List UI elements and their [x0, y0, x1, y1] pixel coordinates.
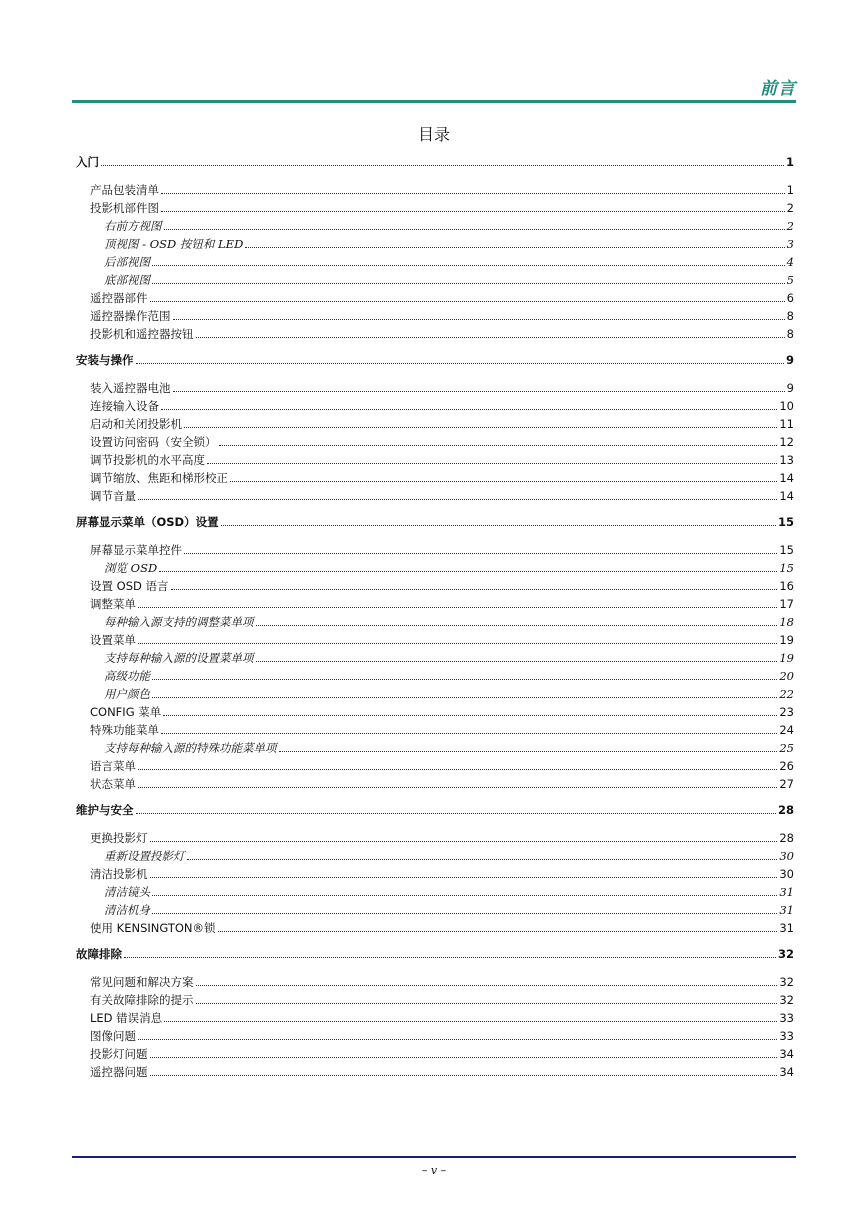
- toc-chapter-entry[interactable]: [76, 349, 794, 371]
- footer-rule: [72, 1156, 796, 1158]
- toc-entry-page: 12: [779, 435, 794, 449]
- toc-section: [76, 349, 794, 505]
- toc-entry-title: 连接输入设备: [90, 399, 159, 413]
- toc-entry-page: 6: [786, 291, 794, 305]
- toc-section-entry[interactable]: [76, 307, 794, 325]
- toc-entry-title: 重新设置投影灯: [104, 849, 185, 863]
- toc-entry-title: 清洁镜头: [104, 885, 150, 899]
- dot-leader: [221, 525, 776, 526]
- dot-leader: [230, 481, 777, 482]
- toc-entry-title: 状态菜单: [90, 777, 136, 791]
- toc-section: [76, 151, 794, 343]
- toc-entry-title: LED 错误消息: [90, 1011, 163, 1025]
- toc-entry-title: 底部视图: [104, 273, 150, 287]
- toc-entry-title: 产品包装清单: [90, 183, 159, 197]
- dot-leader: [207, 463, 777, 464]
- dot-leader: [138, 607, 777, 608]
- toc-subsection-entry[interactable]: [76, 559, 794, 577]
- toc-chapter-entry[interactable]: [76, 151, 794, 173]
- toc-section: [76, 799, 794, 937]
- toc-entry-title: 入门: [76, 155, 99, 169]
- toc-entry-title: 使用 KENSINGTON®锁: [90, 921, 216, 935]
- toc-entry-title: 遥控器部件: [90, 291, 148, 305]
- dot-leader: [163, 715, 777, 716]
- dot-leader: [159, 571, 777, 572]
- toc-entry-page: 15: [779, 561, 794, 575]
- toc-section: [76, 943, 794, 1081]
- dot-leader: [164, 229, 785, 230]
- toc-title: 目录: [417, 125, 450, 144]
- toc-entry-page: 8: [786, 309, 794, 323]
- toc-section-entry[interactable]: [76, 919, 794, 937]
- toc-entry-page: 15: [777, 515, 794, 529]
- toc-entry-title: 遥控器问题: [90, 1065, 148, 1079]
- dot-leader: [150, 301, 785, 302]
- dot-leader: [184, 553, 777, 554]
- toc-section-entry[interactable]: [76, 973, 794, 991]
- toc-entry-title: 清洁投影机: [90, 867, 148, 881]
- toc-entry-title: 调节音量: [90, 489, 136, 503]
- dot-leader: [218, 931, 778, 932]
- toc-entry-title: 装入遥控器电池: [90, 381, 171, 395]
- dot-leader: [173, 391, 785, 392]
- toc-entry-page: 25: [779, 741, 794, 755]
- table-of-contents: [76, 151, 794, 1087]
- toc-section-entry[interactable]: [76, 379, 794, 397]
- toc-entry-title: CONFIG 菜单: [90, 705, 162, 719]
- toc-section-entry[interactable]: [76, 199, 794, 217]
- dot-leader: [152, 679, 777, 680]
- toc-entry-title: 右前方视图: [104, 219, 162, 233]
- toc-section-entry[interactable]: [76, 469, 794, 487]
- dot-leader: [138, 787, 777, 788]
- dot-leader: [138, 643, 777, 644]
- toc-entry-page: 31: [779, 921, 794, 935]
- toc-subsection-entry[interactable]: [76, 271, 794, 289]
- toc-entry-page: 11: [779, 417, 794, 431]
- dot-leader: [161, 211, 785, 212]
- toc-entry-title: 常见问题和解决方案: [90, 975, 194, 989]
- dot-leader: [196, 337, 785, 338]
- toc-entry-page: 3: [786, 237, 794, 251]
- toc-section-entry[interactable]: [76, 541, 794, 559]
- dot-leader: [164, 1021, 777, 1022]
- toc-entry-page: 23: [779, 705, 794, 719]
- dot-leader: [136, 813, 776, 814]
- toc-section-entry[interactable]: [76, 703, 794, 721]
- toc-section-entry[interactable]: [76, 415, 794, 433]
- toc-subsection-entry[interactable]: [76, 253, 794, 271]
- dot-leader: [161, 733, 777, 734]
- toc-subsection-entry[interactable]: [76, 217, 794, 235]
- toc-entry-page: 15: [779, 543, 794, 557]
- header-rule: [72, 100, 796, 103]
- dot-leader: [152, 913, 777, 914]
- dot-leader: [150, 1057, 778, 1058]
- toc-section-entry[interactable]: [76, 397, 794, 415]
- dot-leader: [173, 319, 785, 320]
- toc-entry-page: 17: [779, 597, 794, 611]
- toc-subsection-entry[interactable]: [76, 883, 794, 901]
- toc-subsection-entry[interactable]: [76, 649, 794, 667]
- toc-entry-page: 9: [785, 353, 794, 367]
- toc-entry-page: 1: [786, 183, 794, 197]
- toc-entry-page: 33: [779, 1029, 794, 1043]
- toc-section-entry[interactable]: [76, 325, 794, 343]
- toc-entry-page: 5: [786, 273, 794, 287]
- toc-section-entry[interactable]: [76, 631, 794, 649]
- toc-entry-page: 33: [779, 1011, 794, 1025]
- toc-entry-title: 有关故障排除的提示: [90, 993, 194, 1007]
- toc-entry-title: 设置访问密码（安全锁）: [90, 435, 217, 449]
- toc-entry-page: 2: [786, 201, 794, 215]
- toc-entry-page: 2: [786, 219, 794, 233]
- toc-section-entry[interactable]: [76, 721, 794, 739]
- toc-subsection-entry[interactable]: [76, 235, 794, 253]
- toc-chapter-entry[interactable]: [76, 943, 794, 965]
- toc-section-entry[interactable]: [76, 181, 794, 199]
- toc-section-entry[interactable]: [76, 289, 794, 307]
- toc-entry-title: 支持每种输入源的特殊功能菜单项: [104, 741, 277, 755]
- dot-leader: [152, 895, 777, 896]
- toc-entry-page: 14: [779, 489, 794, 503]
- toc-section-entry[interactable]: [76, 1063, 794, 1081]
- toc-entry-page: 13: [779, 453, 794, 467]
- toc-entry-page: 19: [779, 651, 794, 665]
- dot-leader: [256, 661, 778, 662]
- dot-leader: [245, 247, 784, 248]
- dot-leader: [150, 841, 778, 842]
- toc-subsection-entry[interactable]: [76, 739, 794, 757]
- toc-entry-title: 图像问题: [90, 1029, 136, 1043]
- toc-entry-title: 高级功能: [104, 669, 150, 683]
- toc-section-entry[interactable]: [76, 1009, 794, 1027]
- toc-section-entry[interactable]: [76, 1045, 794, 1063]
- dot-leader: [138, 499, 777, 500]
- toc-entry-title: 顶视图 - OSD 按钮和 LED: [104, 237, 244, 251]
- toc-section-entry[interactable]: [76, 991, 794, 1009]
- toc-entry-title: 投影灯问题: [90, 1047, 148, 1061]
- toc-entry-title: 屏幕显示菜单控件: [90, 543, 182, 557]
- toc-section-entry[interactable]: [76, 865, 794, 883]
- toc-section-entry[interactable]: [76, 595, 794, 613]
- dot-leader: [138, 769, 777, 770]
- toc-entry-page: 30: [779, 867, 794, 881]
- dot-leader: [171, 589, 778, 590]
- toc-entry-title: 维护与安全: [76, 803, 134, 817]
- toc-subsection-entry[interactable]: [76, 667, 794, 685]
- toc-section-entry[interactable]: [76, 757, 794, 775]
- dot-leader: [101, 165, 784, 166]
- toc-entry-page: 32: [777, 947, 794, 961]
- toc-entry-page: 18: [779, 615, 794, 629]
- toc-entry-title: 后部视图: [104, 255, 150, 269]
- toc-entry-title: 语言菜单: [90, 759, 136, 773]
- toc-section-entry[interactable]: [76, 487, 794, 505]
- dot-leader: [196, 985, 778, 986]
- toc-entry-page: 9: [786, 381, 794, 395]
- toc-entry-title: 特殊功能菜单: [90, 723, 159, 737]
- toc-entry-page: 10: [779, 399, 794, 413]
- toc-section-entry[interactable]: [76, 451, 794, 469]
- toc-entry-title: 清洁机身: [104, 903, 150, 917]
- dot-leader: [196, 1003, 778, 1004]
- toc-entry-page: 28: [777, 803, 794, 817]
- toc-chapter-entry[interactable]: [76, 799, 794, 821]
- toc-section-entry[interactable]: [76, 433, 794, 451]
- toc-entry-title: 设置菜单: [90, 633, 136, 647]
- toc-entry-page: 32: [779, 975, 794, 989]
- toc-section: [76, 511, 794, 793]
- toc-entry-page: 16: [779, 579, 794, 593]
- dot-leader: [187, 859, 778, 860]
- dot-leader: [124, 957, 776, 958]
- toc-entry-title: 调节投影机的水平高度: [90, 453, 205, 467]
- dot-leader: [256, 625, 778, 626]
- toc-section-entry[interactable]: [76, 1027, 794, 1045]
- toc-entry-title: 用户颜色: [104, 687, 150, 701]
- toc-subsection-entry[interactable]: [76, 901, 794, 919]
- toc-entry-title: 每种输入源支持的调整菜单项: [104, 615, 254, 629]
- toc-entry-page: 14: [779, 471, 794, 485]
- dot-leader: [150, 1075, 778, 1076]
- dot-leader: [161, 409, 777, 410]
- toc-entry-page: 28: [779, 831, 794, 845]
- toc-entry-title: 屏幕显示菜单（OSD）设置: [76, 515, 219, 529]
- header-title: 前言: [760, 79, 796, 99]
- dot-leader: [136, 363, 784, 364]
- toc-entry-page: 1: [785, 155, 794, 169]
- dot-leader: [279, 751, 778, 752]
- toc-entry-page: 8: [786, 327, 794, 341]
- toc-entry-page: 30: [779, 849, 794, 863]
- toc-entry-title: 安装与操作: [76, 353, 134, 367]
- toc-entry-page: 20: [779, 669, 794, 683]
- toc-entry-page: 24: [779, 723, 794, 737]
- toc-entry-page: 26: [779, 759, 794, 773]
- toc-entry-title: 启动和关闭投影机: [90, 417, 182, 431]
- toc-entry-page: 4: [786, 255, 794, 269]
- toc-entry-page: 32: [779, 993, 794, 1007]
- toc-chapter-entry[interactable]: [76, 511, 794, 533]
- dot-leader: [138, 1039, 777, 1040]
- toc-entry-title: 更换投影灯: [90, 831, 148, 845]
- toc-entry-page: 34: [779, 1047, 794, 1061]
- toc-entry-title: 故障排除: [76, 947, 122, 961]
- toc-subsection-entry[interactable]: [76, 613, 794, 631]
- dot-leader: [161, 193, 785, 194]
- dot-leader: [184, 427, 777, 428]
- toc-entry-page: 31: [779, 885, 794, 899]
- toc-section-entry[interactable]: [76, 775, 794, 793]
- dot-leader: [219, 445, 778, 446]
- toc-entry-title: 支持每种输入源的设置菜单项: [104, 651, 254, 665]
- toc-entry-page: 22: [779, 687, 794, 701]
- toc-entry-title: 遥控器操作范围: [90, 309, 171, 323]
- dot-leader: [150, 877, 778, 878]
- toc-entry-page: 31: [779, 903, 794, 917]
- toc-section-entry[interactable]: [76, 577, 794, 595]
- toc-entry-page: 19: [779, 633, 794, 647]
- toc-entry-title: 投影机部件图: [90, 201, 159, 215]
- dot-leader: [152, 697, 777, 698]
- toc-entry-page: 27: [779, 777, 794, 791]
- toc-entry-title: 调整菜单: [90, 597, 136, 611]
- page-number: – v –: [421, 1164, 447, 1177]
- toc-entry-page: 34: [779, 1065, 794, 1079]
- dot-leader: [152, 283, 785, 284]
- dot-leader: [152, 265, 785, 266]
- toc-section-entry[interactable]: [76, 829, 794, 847]
- toc-subsection-entry[interactable]: [76, 847, 794, 865]
- toc-entry-title: 调节缩放、焦距和梯形校正: [90, 471, 228, 485]
- toc-entry-title: 浏览 OSD: [104, 561, 158, 575]
- toc-entry-title: 投影机和遥控器按钮: [90, 327, 194, 341]
- toc-entry-title: 设置 OSD 语言: [90, 579, 169, 593]
- toc-subsection-entry[interactable]: [76, 685, 794, 703]
